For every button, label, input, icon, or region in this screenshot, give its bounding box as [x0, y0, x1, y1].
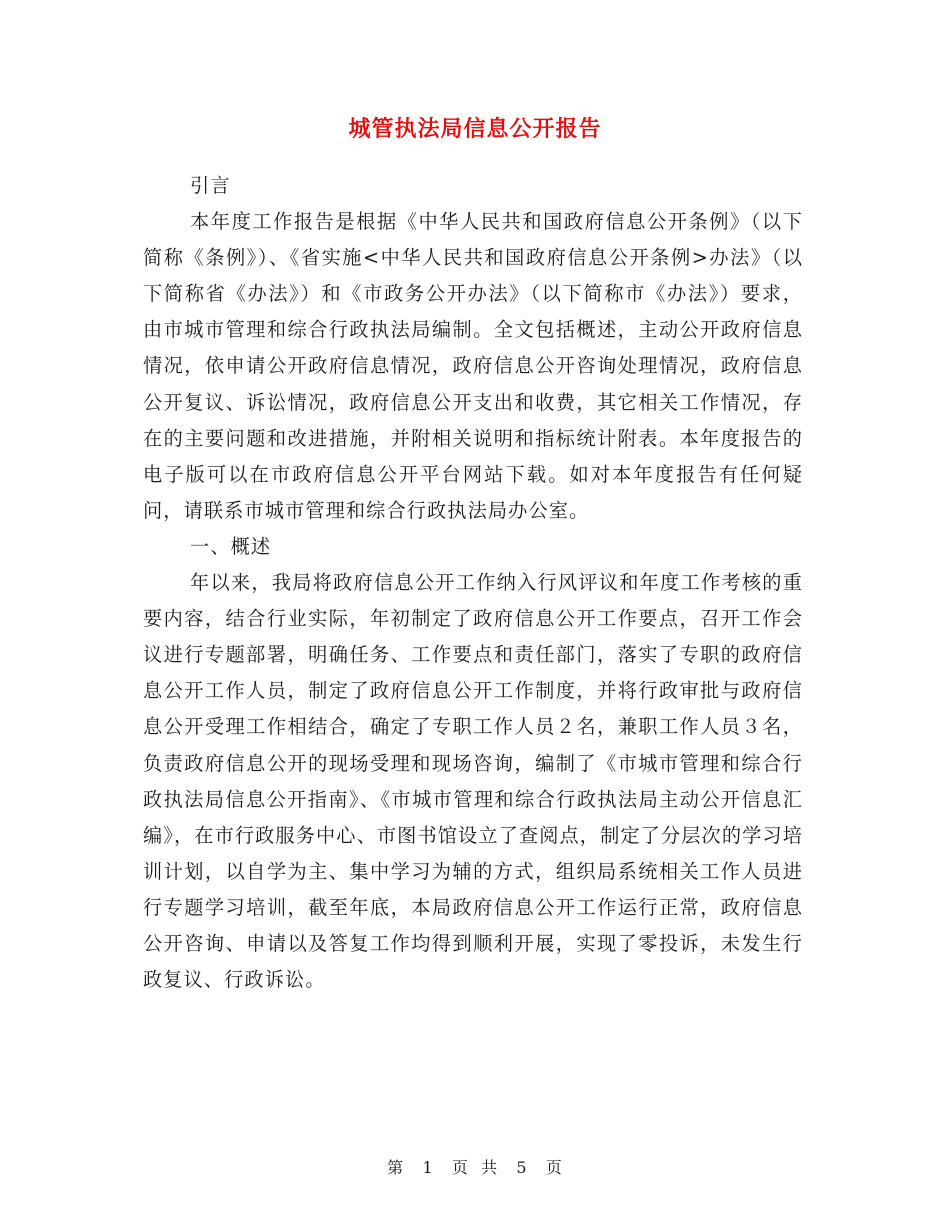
document-title: 城管执法局信息公开报告 — [348, 117, 602, 142]
footer-total-pages: 5 — [516, 1158, 528, 1177]
footer-prefix: 第 — [387, 1158, 405, 1177]
footer-suffix: 页 — [545, 1158, 563, 1177]
page-footer — [0, 1155, 950, 1178]
section-heading-introduction: 引言 — [190, 174, 231, 197]
document-body — [143, 168, 803, 998]
paragraph-overview: 年以来，我局将政府信息公开工作纳入行风评议和年度工作考核的重要内容，结合行业实际，年初制定了政府信息公开工作要点，召开工作会议进行专题部署，明确任务、工作要点和责任部门，落实了专职的政府信息公开工作人员，制定了政府信息公开工作制度，并将行政审批与政府信息公开受理工作相结合，确定了专职工作人员２名，兼职工作人员３名，负责政府信息公开的现场受理和现场咨询，编制了《市城市管理和综合行政执法局信息公开指南》、《市城市管理和综合行政执法局主动公开信息汇编》，在市行政服务中心、市图书馆设立了查阅点，制定了分层次的学习培训计划，以自学为主、集中学习为辅的方式，组织局系统相关工作人员进行专题学习培训，截至年底，本局政府信息公开工作运行正常，政府信息公开咨询、申请以及答复工作均得到顺利开展，实现了零投诉，未发生行政复议、行政诉讼。 — [143, 571, 803, 992]
section-heading-overview: 一、概述 — [190, 534, 272, 558]
paragraph-introduction: 本年度工作报告是根据《中华人民共和国政府信息公开条例》（以下简称《条例》）、《省实施<中华人民共和国政府信息公开条例>办法》（以下简称省《办法》）和《市政务公开办法》（以下简称市《办法》）要求，由市城市管理和综合行政执法局编制。全文包括概述，主动公开政府信息情况，依申请公开政府信息情况，政府信息公开咨询处理情况，政府信息公开复议、诉讼情况，政府信息公开支出和收费，其它相关工作情况，存在的主要问题和改进措施，并附相关说明和指标统计附表。本年度报告的电子版可以在市政府信息公开平台网站下载。如对本年度报告有任何疑问，请联系市城市管理和综合行政执法局办公室。 — [143, 210, 803, 522]
footer-current-page: 1 — [422, 1158, 434, 1177]
footer-middle: 页 共 — [451, 1158, 499, 1177]
